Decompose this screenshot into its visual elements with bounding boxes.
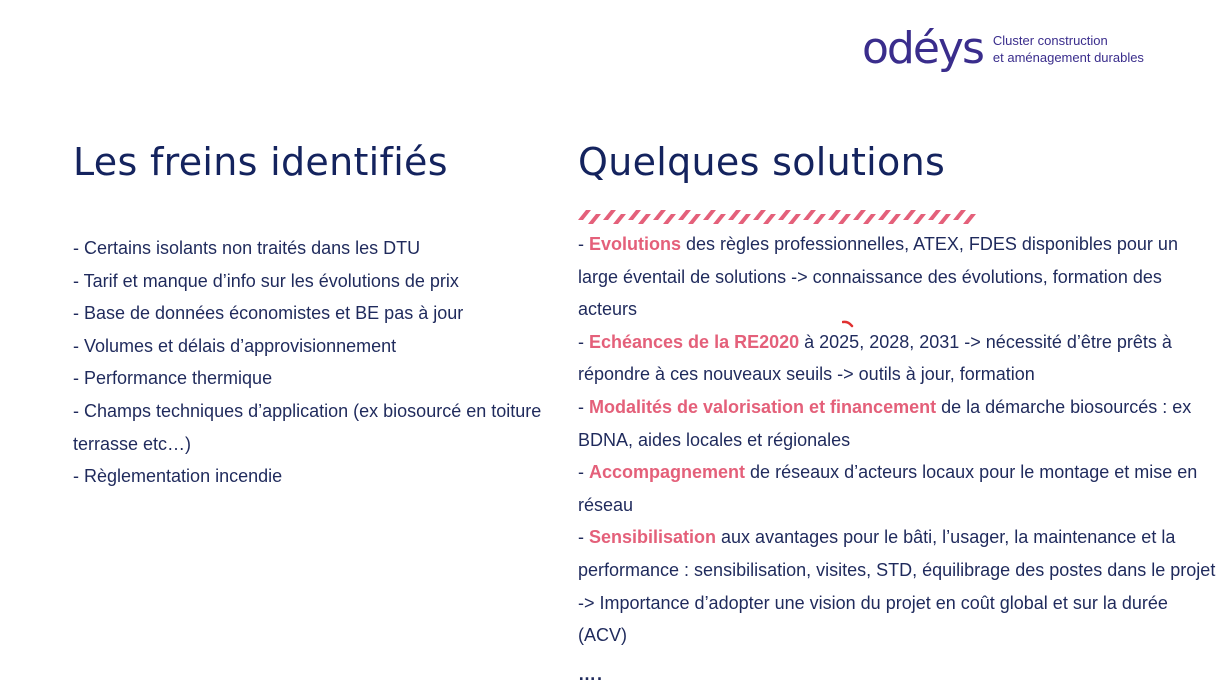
freins-list: [73, 232, 553, 493]
left-title: Les freins identifiés: [73, 140, 448, 184]
logo: [862, 24, 1144, 74]
right-title: Quelques solutions: [578, 140, 946, 184]
item-prefix: -: [578, 234, 589, 254]
list-item: [578, 228, 1218, 326]
item-prefix: -: [578, 331, 589, 352]
item-highlight: Modalités de valorisation et financement: [589, 396, 937, 417]
list-item: [578, 326, 1218, 391]
ellipsis: ….: [578, 664, 604, 684]
pen-mark: [842, 320, 854, 328]
list-item: - Champs techniques d’application (ex biosourcé en toiture terrasse etc…): [73, 400, 542, 454]
item-prefix: -: [578, 462, 589, 483]
item-prefix: -: [578, 396, 589, 417]
list-item: - Performance thermique: [73, 368, 273, 389]
list-item: - Règlementation incendie: [73, 466, 283, 487]
item-text: des règles professionnelles, ATEX, FDES disponibles pour un large éventail de solutions -> connaissance des évolutions, formation des acteurs: [578, 234, 1178, 320]
logo-wordmark: odéys: [862, 23, 983, 74]
logo-tagline-line1: Cluster construction: [992, 33, 1108, 48]
item-highlight: Evolutions: [589, 234, 682, 254]
logo-tagline-line2: et aménagement durables: [992, 50, 1144, 65]
item-text: de la démarche biosourcés : ex BDNA, aides locales et régionales: [578, 396, 1192, 450]
solutions-list: [578, 228, 1218, 652]
item-highlight: Sensibilisation: [589, 527, 717, 548]
item-text: de réseaux d’acteurs locaux pour le montage et mise en réseau: [578, 462, 1198, 515]
logo-tagline: [993, 32, 1144, 66]
item-prefix: -: [578, 527, 589, 548]
item-text: à 2025, 2028, 2031 -> nécessité d’être prêts à répondre à ces nouveaux seuils -> outils à jour, formation: [578, 331, 1172, 385]
list-item: - Tarif et manque d’info sur les évolutions de prix: [73, 270, 459, 291]
item-highlight: Echéances de la RE2020: [589, 331, 800, 352]
list-item: - Certains isolants non traités dans les DTU: [73, 238, 421, 258]
list-item: [578, 521, 1218, 651]
item-text: aux avantages pour le bâti, l’usager, la maintenance et la performance : sensibilisation, visites, STD, équilibrage des postes dans le projet -> Importance d’adopter une vision du projet en coût global et sur la durée (ACV): [578, 527, 1216, 646]
list-item: - Volumes et délais d’approvisionnement: [73, 335, 397, 356]
list-item: - Base de données économistes et BE pas à jour: [73, 303, 464, 324]
hatch-divider: [578, 206, 982, 226]
item-highlight: Accompagnement: [589, 462, 746, 483]
list-item: [578, 391, 1218, 456]
list-item: [578, 456, 1218, 521]
